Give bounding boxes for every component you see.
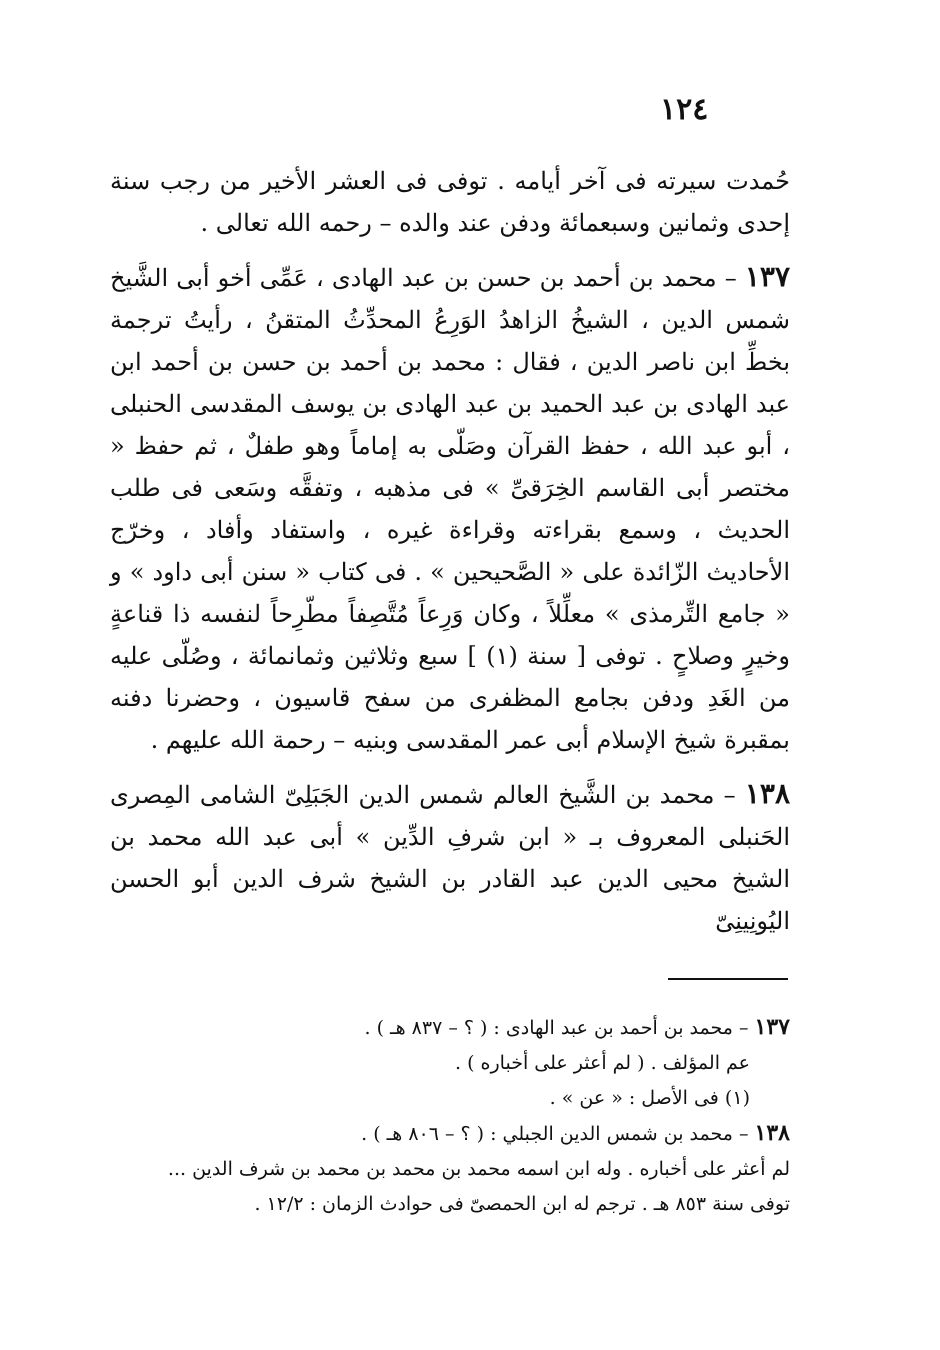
footnote-text: – محمد بن شمس الدين الجبلي : ( ؟ – ٨٠٦ هـ ) .	[361, 1123, 749, 1145]
footnote-line: توفى سنة ٨٥٣ هـ . ترجم له ابن الحمصىّ فى حوادث الزمان : ١٢/٢ .	[254, 1193, 790, 1215]
entry-138	[110, 773, 790, 942]
footnote-line: (١) فى الأصل : « عن » .	[549, 1087, 750, 1109]
footnote-137	[150, 1010, 790, 1046]
entry-text: – محمد بن الشَّيخ العالم شمس الدين الجَبَلِىّ الشامى المِصرى الحَنبلى المعروف بـ « ابن شرفِ الدِّين » أبى عبد الله محمد بن الشيخ محيى الدين عبد القادر بن الشيخ شرف الدين أبو الحسن اليُونِينِىّ	[110, 781, 790, 935]
page-number: ١٢٤	[660, 92, 709, 127]
entry-number: ١٣٨	[744, 777, 790, 810]
entry-text: – محمد بن أحمد بن حسن بن عبد الهادى ، عَمِّى أخو أبى الشَّيخ شمس الدين ، الشيخُ الزاهدُ الوَرِعُ المحدِّثُ المتقنُ ، رأيتُ ترجمة بخطِّ ابن ناصر الدين ، فقال : محمد بن أحمد بن حسن بن أحمد ابن عبد الهادى بن عبد الحميد بن عبد الهادى بن يوسف المقدسى الحنبلى ، أبو عبد الله ، حفظ القرآن وصَلّى به إماماً وهو طفلٌ ، ثم حفظ « مختصر أبى القاسم الخِرَقىِّ » فى مذهبه ، وتفقَّه وسَعى فى طلب الحديث ، وسمع بقراءته وقراءة غيره ، واستفاد وأفاد ، وخرّج الأحاديث الزّائدة على « الصَّحيحين » . فى كتاب « سنن أبى داود » و « جامع التِّرمذى » معلِّلاً ، وكان وَرِعاً مُتَّصِفاً مطّرِحاً لنفسه ذا قناعةٍ وخيرٍ وصلاحٍ . توفى [ سنة (١) ] سبع وثلاثين وثمانمائة ، وصُلّى عليه من الغَدِ ودفن بجامع المظفرى من سفح قاسيون ، وحضرنا دفنه بمقبرة شيخ الإسلام أبى عمر المقدسى وبنيه – رحمة الله عليهم .	[110, 264, 790, 754]
footnote-138	[150, 1116, 790, 1152]
paragraph-continuation: حُمدت سيرته فى آخر أيامه . توفى فى العشر الأخير من رجب سنة إحدى وثمانين وسبعمائة ودفن عند والده – رحمه الله تعالى .	[110, 167, 790, 237]
footnotes	[150, 1010, 790, 1222]
footnote-divider	[668, 978, 788, 980]
entry-137	[110, 256, 790, 761]
footnote-number: ١٣٧	[754, 1014, 790, 1040]
footnote-line: عم المؤلف . ( لم أعثر على أخباره ) .	[455, 1052, 750, 1074]
main-text	[110, 160, 790, 954]
footnote-number: ١٣٨	[754, 1120, 790, 1146]
footnote-line: لم أعثر على أخباره . وله ابن اسمه محمد بن محمد بن محمد بن شرف الدين ...	[167, 1158, 790, 1180]
entry-number: ١٣٧	[744, 260, 790, 293]
footnote-text: – محمد بن أحمد بن عبد الهادى : ( ؟ – ٨٣٧ هـ ) .	[364, 1017, 749, 1039]
